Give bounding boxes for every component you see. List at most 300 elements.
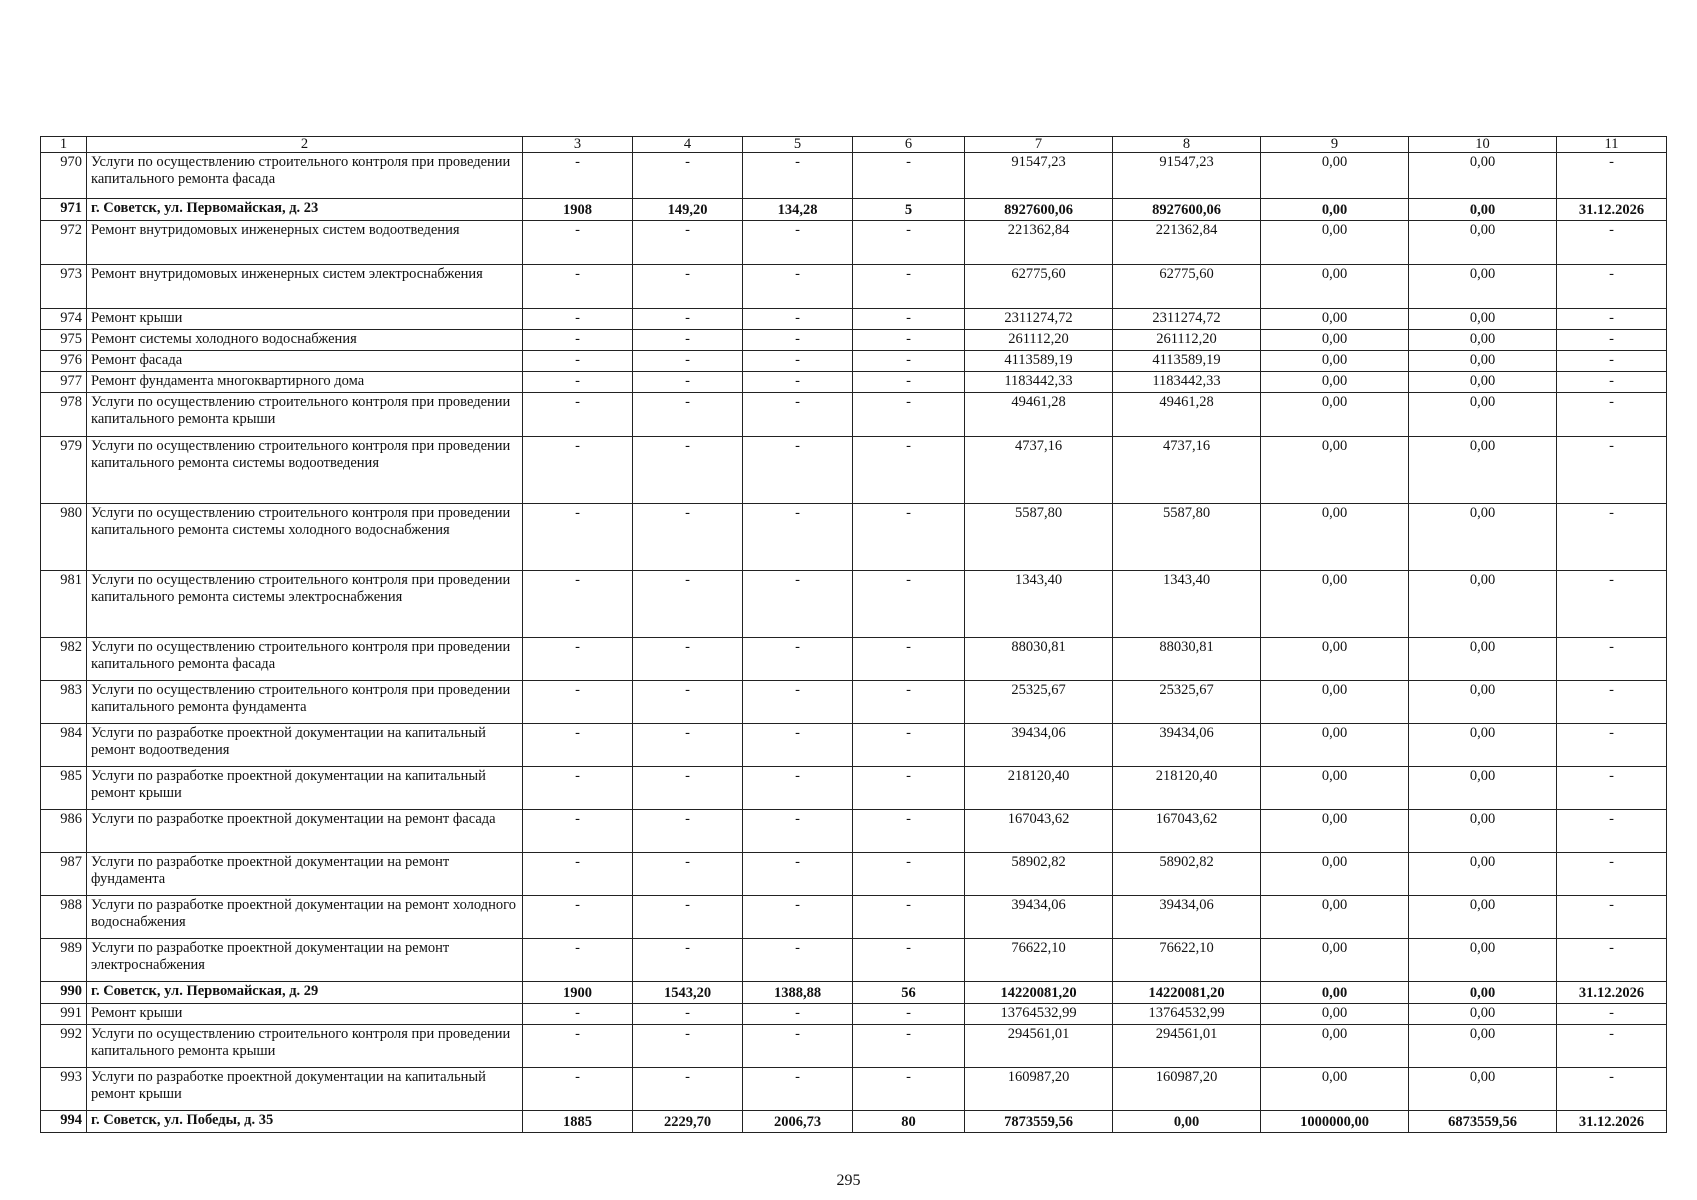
row-number-cell: 975: [41, 330, 87, 351]
total-cost-cell: 261112,20: [965, 330, 1113, 351]
residents-cell: -: [853, 638, 965, 681]
year-cell: -: [523, 372, 633, 393]
year-cell: -: [523, 681, 633, 724]
residents-cell: -: [853, 810, 965, 853]
work-name-cell: Ремонт внутридомовых инженерных систем электроснабжения: [87, 265, 523, 309]
table-row: [41, 372, 1667, 393]
deadline-cell: -: [1557, 810, 1667, 853]
deadline-cell: -: [1557, 504, 1667, 571]
year-cell: 1900: [523, 982, 633, 1004]
budget-cost-cell: 0,00: [1261, 767, 1409, 810]
work-name-cell: Услуги по разработке проектной документации на капитальный ремонт крыши: [87, 1068, 523, 1111]
fund-cost-cell: 160987,20: [1113, 1068, 1261, 1111]
year-cell: -: [523, 504, 633, 571]
other-cost-cell: 0,00: [1409, 724, 1557, 767]
deadline-cell: -: [1557, 1025, 1667, 1068]
other-cost-cell: 0,00: [1409, 199, 1557, 221]
other-cost-cell: 0,00: [1409, 393, 1557, 437]
budget-cost-cell: 1000000,00: [1261, 1111, 1409, 1133]
total-cost-cell: 8927600,06: [965, 199, 1113, 221]
living-area-cell: -: [743, 265, 853, 309]
table-row: [41, 681, 1667, 724]
total-cost-cell: 91547,23: [965, 153, 1113, 199]
residents-cell: -: [853, 1068, 965, 1111]
total-area-cell: -: [633, 504, 743, 571]
total-cost-cell: 160987,20: [965, 1068, 1113, 1111]
total-cost-cell: 25325,67: [965, 681, 1113, 724]
work-name-cell: Услуги по осуществлению строительного контроля при проведении капитального ремонта системы водоотведения: [87, 437, 523, 504]
row-number-cell: 990: [41, 982, 87, 1004]
residents-cell: -: [853, 372, 965, 393]
year-cell: -: [523, 153, 633, 199]
fund-cost-cell: 14220081,20: [1113, 982, 1261, 1004]
row-number-cell: 993: [41, 1068, 87, 1111]
fund-cost-cell: 0,00: [1113, 1111, 1261, 1133]
total-cost-cell: 7873559,56: [965, 1111, 1113, 1133]
total-area-cell: 2229,70: [633, 1111, 743, 1133]
budget-cost-cell: 0,00: [1261, 1068, 1409, 1111]
residents-cell: -: [853, 724, 965, 767]
column-number: 4: [633, 137, 743, 153]
total-area-cell: -: [633, 265, 743, 309]
table-row: [41, 351, 1667, 372]
total-cost-cell: 1343,40: [965, 571, 1113, 638]
year-cell: -: [523, 853, 633, 896]
fund-cost-cell: 4737,16: [1113, 437, 1261, 504]
living-area-cell: -: [743, 437, 853, 504]
work-name-cell: Ремонт системы холодного водоснабжения: [87, 330, 523, 351]
work-name-cell: Услуги по осуществлению строительного контроля при проведении капитального ремонта системы электроснабжения: [87, 571, 523, 638]
work-name-cell: Ремонт внутридомовых инженерных систем водоотведения: [87, 221, 523, 265]
row-number-cell: 979: [41, 437, 87, 504]
deadline-cell: -: [1557, 767, 1667, 810]
budget-cost-cell: 0,00: [1261, 939, 1409, 982]
total-cost-cell: 88030,81: [965, 638, 1113, 681]
fund-cost-cell: 218120,40: [1113, 767, 1261, 810]
total-cost-cell: 62775,60: [965, 265, 1113, 309]
other-cost-cell: 0,00: [1409, 571, 1557, 638]
deadline-cell: -: [1557, 724, 1667, 767]
living-area-cell: 2006,73: [743, 1111, 853, 1133]
work-name-cell: Услуги по разработке проектной документации на капитальный ремонт водоотведения: [87, 724, 523, 767]
budget-cost-cell: 0,00: [1261, 437, 1409, 504]
work-name-cell: Услуги по разработке проектной документации на капитальный ремонт крыши: [87, 767, 523, 810]
total-area-cell: -: [633, 221, 743, 265]
row-number-cell: 983: [41, 681, 87, 724]
row-number-cell: 992: [41, 1025, 87, 1068]
total-area-cell: -: [633, 1068, 743, 1111]
other-cost-cell: 0,00: [1409, 939, 1557, 982]
total-area-cell: -: [633, 853, 743, 896]
total-area-cell: -: [633, 309, 743, 330]
budget-cost-cell: 0,00: [1261, 982, 1409, 1004]
table-row: [41, 309, 1667, 330]
budget-cost-cell: 0,00: [1261, 372, 1409, 393]
total-cost-cell: 4737,16: [965, 437, 1113, 504]
other-cost-cell: 0,00: [1409, 330, 1557, 351]
other-cost-cell: 0,00: [1409, 153, 1557, 199]
deadline-cell: -: [1557, 437, 1667, 504]
work-name-cell: Услуги по осуществлению строительного контроля при проведении капитального ремонта крыши: [87, 393, 523, 437]
row-number-cell: 986: [41, 810, 87, 853]
row-number-cell: 994: [41, 1111, 87, 1133]
column-number: 3: [523, 137, 633, 153]
row-number-cell: 982: [41, 638, 87, 681]
year-cell: -: [523, 724, 633, 767]
residents-cell: 5: [853, 199, 965, 221]
row-number-cell: 974: [41, 309, 87, 330]
other-cost-cell: 0,00: [1409, 351, 1557, 372]
total-cost-cell: 294561,01: [965, 1025, 1113, 1068]
living-area-cell: -: [743, 393, 853, 437]
fund-cost-cell: 294561,01: [1113, 1025, 1261, 1068]
budget-cost-cell: 0,00: [1261, 221, 1409, 265]
residents-cell: -: [853, 681, 965, 724]
living-area-cell: -: [743, 638, 853, 681]
living-area-cell: 134,28: [743, 199, 853, 221]
total-area-cell: -: [633, 724, 743, 767]
deadline-cell: -: [1557, 1004, 1667, 1025]
total-area-cell: -: [633, 571, 743, 638]
living-area-cell: -: [743, 724, 853, 767]
total-area-cell: -: [633, 393, 743, 437]
budget-cost-cell: 0,00: [1261, 1004, 1409, 1025]
fund-cost-cell: 58902,82: [1113, 853, 1261, 896]
year-cell: -: [523, 437, 633, 504]
fund-cost-cell: 76622,10: [1113, 939, 1261, 982]
column-number: 7: [965, 137, 1113, 153]
living-area-cell: -: [743, 571, 853, 638]
table-row: [41, 504, 1667, 571]
row-number-cell: 972: [41, 221, 87, 265]
living-area-cell: -: [743, 767, 853, 810]
fund-cost-cell: 261112,20: [1113, 330, 1261, 351]
living-area-cell: -: [743, 810, 853, 853]
deadline-cell: -: [1557, 393, 1667, 437]
table-row: [41, 767, 1667, 810]
column-number: 8: [1113, 137, 1261, 153]
row-number-cell: 981: [41, 571, 87, 638]
residents-cell: -: [853, 504, 965, 571]
fund-cost-cell: 13764532,99: [1113, 1004, 1261, 1025]
total-area-cell: -: [633, 372, 743, 393]
residents-cell: -: [853, 309, 965, 330]
total-cost-cell: 39434,06: [965, 896, 1113, 939]
row-number-cell: 985: [41, 767, 87, 810]
work-name-cell: г. Советск, ул. Победы, д. 35: [87, 1111, 523, 1133]
year-cell: 1908: [523, 199, 633, 221]
other-cost-cell: 0,00: [1409, 853, 1557, 896]
year-cell: -: [523, 896, 633, 939]
deadline-cell: -: [1557, 896, 1667, 939]
budget-cost-cell: 0,00: [1261, 330, 1409, 351]
residents-cell: -: [853, 265, 965, 309]
other-cost-cell: 0,00: [1409, 1068, 1557, 1111]
total-cost-cell: 58902,82: [965, 853, 1113, 896]
deadline-cell: 31.12.2026: [1557, 1111, 1667, 1133]
address-row: [41, 982, 1667, 1004]
total-area-cell: -: [633, 153, 743, 199]
work-name-cell: Ремонт крыши: [87, 309, 523, 330]
total-cost-cell: 167043,62: [965, 810, 1113, 853]
deadline-cell: -: [1557, 571, 1667, 638]
deadline-cell: -: [1557, 309, 1667, 330]
fund-cost-cell: 5587,80: [1113, 504, 1261, 571]
table-row: [41, 638, 1667, 681]
year-cell: -: [523, 393, 633, 437]
total-area-cell: -: [633, 1025, 743, 1068]
deadline-cell: -: [1557, 939, 1667, 982]
deadline-cell: -: [1557, 372, 1667, 393]
row-number-cell: 976: [41, 351, 87, 372]
total-area-cell: -: [633, 939, 743, 982]
residents-cell: -: [853, 1025, 965, 1068]
table-row: [41, 939, 1667, 982]
table-row: [41, 330, 1667, 351]
table-row: [41, 153, 1667, 199]
total-cost-cell: 2311274,72: [965, 309, 1113, 330]
work-name-cell: Услуги по разработке проектной документации на ремонт электроснабжения: [87, 939, 523, 982]
total-area-cell: 149,20: [633, 199, 743, 221]
column-number: 5: [743, 137, 853, 153]
other-cost-cell: 0,00: [1409, 221, 1557, 265]
table-row: [41, 393, 1667, 437]
year-cell: 1885: [523, 1111, 633, 1133]
other-cost-cell: 0,00: [1409, 1025, 1557, 1068]
total-area-cell: 1543,20: [633, 982, 743, 1004]
row-number-cell: 991: [41, 1004, 87, 1025]
living-area-cell: -: [743, 221, 853, 265]
budget-cost-cell: 0,00: [1261, 681, 1409, 724]
living-area-cell: -: [743, 372, 853, 393]
fund-cost-cell: 1183442,33: [1113, 372, 1261, 393]
fund-cost-cell: 39434,06: [1113, 896, 1261, 939]
other-cost-cell: 6873559,56: [1409, 1111, 1557, 1133]
living-area-cell: -: [743, 1068, 853, 1111]
table-row: [41, 896, 1667, 939]
other-cost-cell: 0,00: [1409, 681, 1557, 724]
row-number-cell: 970: [41, 153, 87, 199]
table-row: [41, 1025, 1667, 1068]
other-cost-cell: 0,00: [1409, 372, 1557, 393]
table-row: [41, 853, 1667, 896]
residents-cell: -: [853, 393, 965, 437]
budget-cost-cell: 0,00: [1261, 351, 1409, 372]
residents-cell: -: [853, 767, 965, 810]
work-name-cell: Услуги по осуществлению строительного контроля при проведении капитального ремонта фасада: [87, 153, 523, 199]
budget-cost-cell: 0,00: [1261, 853, 1409, 896]
residents-cell: 56: [853, 982, 965, 1004]
other-cost-cell: 0,00: [1409, 810, 1557, 853]
residents-cell: -: [853, 437, 965, 504]
fund-cost-cell: 2311274,72: [1113, 309, 1261, 330]
work-name-cell: Услуги по осуществлению строительного контроля при проведении капитального ремонта фасада: [87, 638, 523, 681]
program-table: [40, 136, 1667, 1133]
residents-cell: -: [853, 153, 965, 199]
living-area-cell: -: [743, 1025, 853, 1068]
column-number: 9: [1261, 137, 1409, 153]
living-area-cell: -: [743, 330, 853, 351]
year-cell: -: [523, 221, 633, 265]
living-area-cell: -: [743, 853, 853, 896]
year-cell: -: [523, 638, 633, 681]
residents-cell: -: [853, 853, 965, 896]
deadline-cell: -: [1557, 681, 1667, 724]
residents-cell: -: [853, 939, 965, 982]
work-name-cell: Услуги по осуществлению строительного контроля при проведении капитального ремонта крыши: [87, 1025, 523, 1068]
table-row: [41, 1068, 1667, 1111]
residents-cell: -: [853, 896, 965, 939]
total-area-cell: -: [633, 437, 743, 504]
column-number: 10: [1409, 137, 1557, 153]
table-row: [41, 724, 1667, 767]
total-cost-cell: 5587,80: [965, 504, 1113, 571]
total-cost-cell: 218120,40: [965, 767, 1113, 810]
fund-cost-cell: 91547,23: [1113, 153, 1261, 199]
other-cost-cell: 0,00: [1409, 265, 1557, 309]
residents-cell: -: [853, 330, 965, 351]
residents-cell: -: [853, 221, 965, 265]
work-name-cell: г. Советск, ул. Первомайская, д. 23: [87, 199, 523, 221]
work-name-cell: Ремонт фасада: [87, 351, 523, 372]
living-area-cell: -: [743, 309, 853, 330]
year-cell: -: [523, 330, 633, 351]
budget-cost-cell: 0,00: [1261, 309, 1409, 330]
table-row: [41, 221, 1667, 265]
other-cost-cell: 0,00: [1409, 309, 1557, 330]
fund-cost-cell: 221362,84: [1113, 221, 1261, 265]
fund-cost-cell: 167043,62: [1113, 810, 1261, 853]
other-cost-cell: 0,00: [1409, 767, 1557, 810]
year-cell: -: [523, 309, 633, 330]
row-number-cell: 980: [41, 504, 87, 571]
living-area-cell: -: [743, 153, 853, 199]
budget-cost-cell: 0,00: [1261, 393, 1409, 437]
deadline-cell: -: [1557, 330, 1667, 351]
other-cost-cell: 0,00: [1409, 638, 1557, 681]
total-cost-cell: 221362,84: [965, 221, 1113, 265]
residents-cell: -: [853, 351, 965, 372]
other-cost-cell: 0,00: [1409, 1004, 1557, 1025]
living-area-cell: -: [743, 1004, 853, 1025]
work-name-cell: Услуги по осуществлению строительного контроля при проведении капитального ремонта системы холодного водоснабжения: [87, 504, 523, 571]
fund-cost-cell: 8927600,06: [1113, 199, 1261, 221]
table-body: [41, 137, 1667, 1133]
fund-cost-cell: 25325,67: [1113, 681, 1261, 724]
column-number: 1: [41, 137, 87, 153]
other-cost-cell: 0,00: [1409, 896, 1557, 939]
budget-cost-cell: 0,00: [1261, 153, 1409, 199]
budget-cost-cell: 0,00: [1261, 724, 1409, 767]
year-cell: -: [523, 351, 633, 372]
year-cell: -: [523, 767, 633, 810]
total-area-cell: -: [633, 681, 743, 724]
living-area-cell: -: [743, 896, 853, 939]
table-row: [41, 571, 1667, 638]
deadline-cell: -: [1557, 221, 1667, 265]
total-cost-cell: 4113589,19: [965, 351, 1113, 372]
deadline-cell: -: [1557, 853, 1667, 896]
work-name-cell: Услуги по разработке проектной документации на ремонт фасада: [87, 810, 523, 853]
total-area-cell: -: [633, 767, 743, 810]
deadline-cell: 31.12.2026: [1557, 982, 1667, 1004]
column-number: 2: [87, 137, 523, 153]
total-area-cell: -: [633, 896, 743, 939]
budget-cost-cell: 0,00: [1261, 504, 1409, 571]
row-number-cell: 973: [41, 265, 87, 309]
work-name-cell: Услуги по осуществлению строительного контроля при проведении капитального ремонта фундамента: [87, 681, 523, 724]
living-area-cell: -: [743, 939, 853, 982]
fund-cost-cell: 49461,28: [1113, 393, 1261, 437]
column-number-row: [41, 137, 1667, 153]
residents-cell: -: [853, 1004, 965, 1025]
work-name-cell: Услуги по разработке проектной документации на ремонт фундамента: [87, 853, 523, 896]
living-area-cell: -: [743, 504, 853, 571]
table-row: [41, 810, 1667, 853]
column-number: 6: [853, 137, 965, 153]
fund-cost-cell: 88030,81: [1113, 638, 1261, 681]
total-cost-cell: 1183442,33: [965, 372, 1113, 393]
work-name-cell: Ремонт крыши: [87, 1004, 523, 1025]
budget-cost-cell: 0,00: [1261, 810, 1409, 853]
work-name-cell: г. Советск, ул. Первомайская, д. 29: [87, 982, 523, 1004]
table-row: [41, 437, 1667, 504]
deadline-cell: -: [1557, 265, 1667, 309]
page-number: 295: [836, 1172, 861, 1189]
row-number-cell: 977: [41, 372, 87, 393]
table-row: [41, 265, 1667, 309]
address-row: [41, 199, 1667, 221]
budget-cost-cell: 0,00: [1261, 638, 1409, 681]
total-cost-cell: 76622,10: [965, 939, 1113, 982]
deadline-cell: -: [1557, 638, 1667, 681]
residents-cell: 80: [853, 1111, 965, 1133]
deadline-cell: -: [1557, 153, 1667, 199]
budget-cost-cell: 0,00: [1261, 1025, 1409, 1068]
deadline-cell: -: [1557, 351, 1667, 372]
document-sheet: [40, 136, 1666, 1133]
budget-cost-cell: 0,00: [1261, 571, 1409, 638]
year-cell: -: [523, 265, 633, 309]
address-row: [41, 1111, 1667, 1133]
budget-cost-cell: 0,00: [1261, 265, 1409, 309]
row-number-cell: 978: [41, 393, 87, 437]
total-area-cell: -: [633, 1004, 743, 1025]
deadline-cell: 31.12.2026: [1557, 199, 1667, 221]
total-cost-cell: 39434,06: [965, 724, 1113, 767]
fund-cost-cell: 1343,40: [1113, 571, 1261, 638]
row-number-cell: 971: [41, 199, 87, 221]
table-row: [41, 1004, 1667, 1025]
total-cost-cell: 49461,28: [965, 393, 1113, 437]
living-area-cell: -: [743, 351, 853, 372]
row-number-cell: 984: [41, 724, 87, 767]
living-area-cell: 1388,88: [743, 982, 853, 1004]
work-name-cell: Ремонт фундамента многоквартирного дома: [87, 372, 523, 393]
budget-cost-cell: 0,00: [1261, 896, 1409, 939]
year-cell: -: [523, 1068, 633, 1111]
column-number: 11: [1557, 137, 1667, 153]
residents-cell: -: [853, 571, 965, 638]
work-name-cell: Услуги по разработке проектной документации на ремонт холодного водоснабжения: [87, 896, 523, 939]
total-area-cell: -: [633, 351, 743, 372]
year-cell: -: [523, 810, 633, 853]
year-cell: -: [523, 571, 633, 638]
row-number-cell: 988: [41, 896, 87, 939]
other-cost-cell: 0,00: [1409, 437, 1557, 504]
year-cell: -: [523, 1004, 633, 1025]
total-cost-cell: 14220081,20: [965, 982, 1113, 1004]
